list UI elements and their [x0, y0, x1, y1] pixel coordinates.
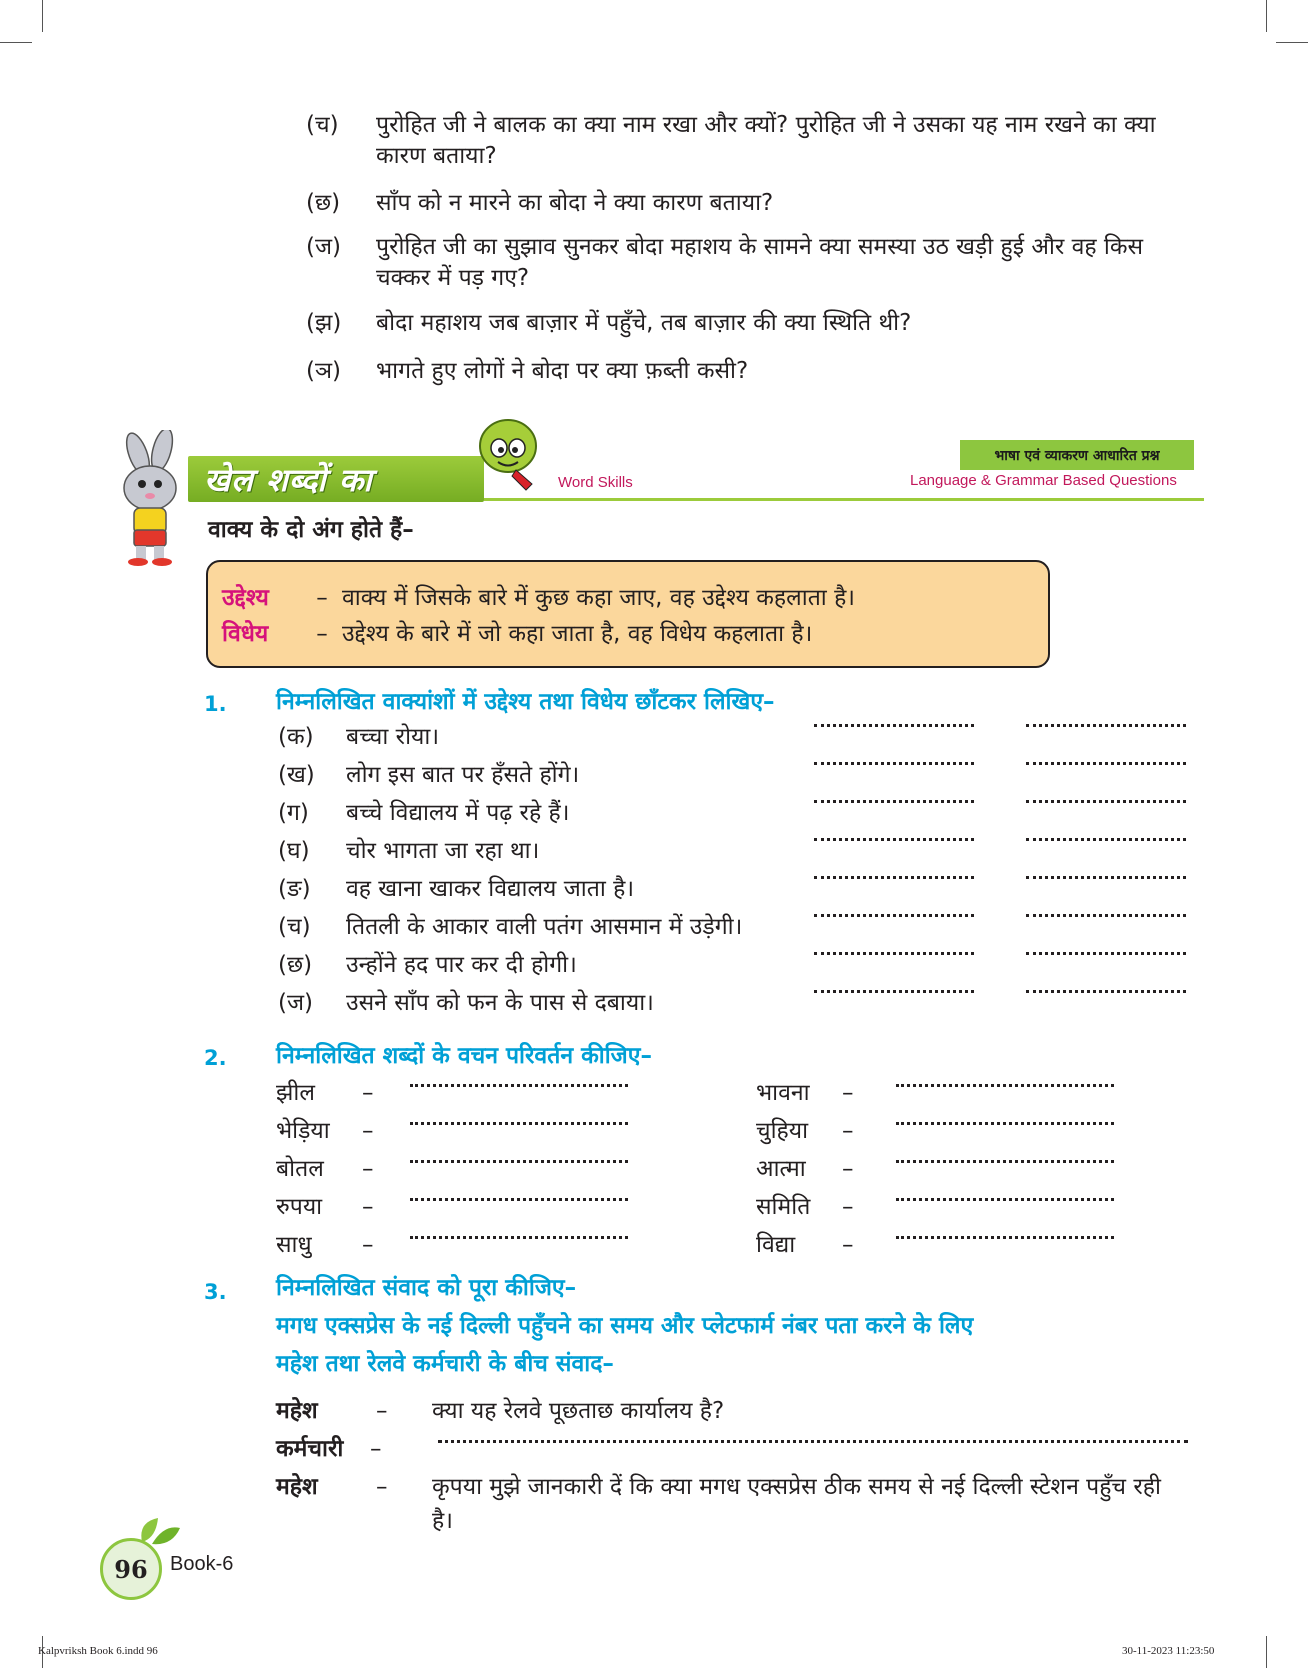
question-text: पुरोहित जी ने बालक का क्या नाम रखा और क्यों? पुरोहित जी ने उसका यह नाम रखने का क्या कारण बताया?: [376, 112, 1156, 169]
answer-blank[interactable]: [410, 1084, 628, 1087]
banner-underline: [484, 498, 1204, 501]
exercise-item: [278, 760, 579, 790]
exercise-text: उन्होंने हद पार कर दी होगी।: [346, 952, 577, 978]
definition-dash: –: [316, 621, 328, 647]
word-label: समिति: [756, 1194, 811, 1220]
section-number: 1.: [204, 692, 227, 716]
word-item: [276, 1154, 392, 1184]
word-dash: –: [842, 1118, 854, 1144]
exercise-text: उसने साँप को फन के पास से दबाया।: [346, 990, 654, 1016]
word-item: [756, 1192, 872, 1222]
word-dash: –: [842, 1232, 854, 1258]
word-label: रुपया: [276, 1194, 323, 1220]
answer-blank[interactable]: [814, 838, 974, 841]
definition-text: उद्देश्य के बारे में जो कहा जाता है, वह विधेय कहलाता है।: [342, 621, 813, 647]
banner-subtitle: Word Skills: [558, 474, 633, 491]
exercise-label: (च): [278, 914, 311, 940]
answer-blank[interactable]: [896, 1198, 1114, 1201]
word-label: आत्मा: [756, 1156, 806, 1182]
answer-blank[interactable]: [1026, 800, 1186, 803]
answer-blank[interactable]: [814, 762, 974, 765]
dialogue-line: [276, 1394, 1172, 1428]
word-label: झील: [276, 1080, 315, 1106]
answer-blank[interactable]: [410, 1236, 628, 1239]
question-text: बोदा महाशय जब बाज़ार में पहुँचे, तब बाज़ार की क्या स्थिति थी?: [376, 310, 912, 336]
word-item: [276, 1116, 392, 1146]
exercise-label: (क): [278, 724, 314, 750]
exercise-text: बच्चा रोया।: [346, 724, 440, 750]
word-dash: –: [842, 1080, 854, 1106]
question-label: (झ): [306, 310, 342, 336]
crop-mark: [1266, 0, 1267, 32]
definition-row: [222, 618, 812, 650]
word-item: [756, 1116, 872, 1146]
word-dash: –: [362, 1194, 374, 1220]
definition-term: विधेय: [222, 621, 269, 647]
answer-blank[interactable]: [1026, 990, 1186, 993]
exercise-text: लोग इस बात पर हँसते होंगे।: [346, 762, 580, 788]
answer-blank[interactable]: [814, 990, 974, 993]
exercise-label: (ज): [278, 990, 314, 1016]
section-title: निम्नलिखित वाक्यांशों में उद्देश्य तथा विधेय छाँटकर लिखिए–: [276, 689, 775, 715]
exercise-text: बच्चे विद्यालय में पढ़ रहे हैं।: [346, 800, 570, 826]
section-banner: [188, 456, 484, 502]
word-label: भेड़िया: [276, 1118, 330, 1144]
section-subtitle: मगध एक्सप्रेस के नई दिल्ली पहुँचने का समय और प्लेटफार्म नंबर पता करने के लिए: [276, 1313, 974, 1339]
exercise-text: वह खाना खाकर विद्यालय जाता है।: [346, 876, 635, 902]
word-item: [276, 1230, 392, 1260]
question-item: [306, 110, 1166, 172]
section-title: निम्नलिखित संवाद को पूरा कीजिए–: [276, 1275, 577, 1301]
question-item: [306, 188, 1166, 219]
exercise-label: (घ): [278, 838, 310, 864]
question-label: (च): [306, 112, 339, 138]
word-dash: –: [842, 1194, 854, 1220]
page-number: 96: [100, 1538, 162, 1600]
crop-mark: [1266, 1636, 1267, 1668]
answer-blank[interactable]: [896, 1084, 1114, 1087]
question-item: [306, 232, 1166, 294]
word-dash: –: [362, 1118, 374, 1144]
word-label: भावना: [756, 1080, 810, 1106]
grammar-badge-english: Language & Grammar Based Questions: [910, 472, 1177, 489]
dialogue-text: कृपया मुझे जानकारी दें कि क्या मगध एक्सप्रेस ठीक समय से नई दिल्ली स्टेशन पहुँच रही है।: [432, 1474, 1161, 1534]
crop-mark: [42, 0, 43, 32]
answer-blank[interactable]: [1026, 838, 1186, 841]
answer-blank[interactable]: [1026, 876, 1186, 879]
dialogue-speaker: महेश: [276, 1398, 318, 1424]
question-item: [306, 356, 1166, 387]
crop-mark: [0, 42, 32, 43]
answer-blank[interactable]: [814, 724, 974, 727]
exercise-item: [278, 912, 742, 942]
exercise-text: तितली के आकार वाली पतंग आसमान में उड़ेगी।: [346, 914, 743, 940]
dialogue-dash: –: [376, 1398, 388, 1424]
answer-blank[interactable]: [814, 800, 974, 803]
word-dash: –: [362, 1080, 374, 1106]
pencil-mascot-icon: [476, 414, 546, 494]
exercise-text: चोर भागता जा रहा था।: [346, 838, 540, 864]
exercise-label: (ग): [278, 800, 309, 826]
answer-blank[interactable]: [814, 914, 974, 917]
exercise-item: [278, 798, 569, 828]
answer-blank[interactable]: [814, 876, 974, 879]
banner-title: खेल शब्दों का: [204, 461, 373, 499]
answer-blank[interactable]: [410, 1160, 628, 1163]
answer-blank[interactable]: [410, 1198, 628, 1201]
crop-mark: [1276, 42, 1308, 43]
dialogue-text: क्या यह रेलवे पूछताछ कार्यालय है?: [432, 1398, 725, 1424]
exercise-label: (ङ): [278, 876, 311, 902]
word-item: [756, 1078, 872, 1108]
answer-blank[interactable]: [1026, 762, 1186, 765]
section-number: 2.: [204, 1046, 227, 1070]
word-item: [756, 1230, 872, 1260]
rabbit-mascot-icon: [104, 430, 200, 566]
word-item: [276, 1078, 392, 1108]
dialogue-speaker: कर्मचारी: [276, 1436, 344, 1462]
word-item: [276, 1192, 392, 1222]
dialogue-dash: –: [370, 1436, 382, 1462]
answer-blank[interactable]: [1026, 914, 1186, 917]
section-number: 3.: [204, 1280, 227, 1304]
word-label: बोतल: [276, 1156, 324, 1182]
exercise-item: [278, 988, 654, 1018]
answer-blank[interactable]: [896, 1236, 1114, 1239]
dialogue-line: [276, 1432, 426, 1466]
answer-blank[interactable]: [410, 1122, 628, 1125]
word-item: [756, 1154, 872, 1184]
word-dash: –: [842, 1156, 854, 1182]
word-label: साधु: [276, 1232, 312, 1258]
word-label: चुहिया: [756, 1118, 809, 1144]
answer-blank[interactable]: [814, 952, 974, 955]
section-title: निम्नलिखित शब्दों के वचन परिवर्तन कीजिए–: [276, 1043, 652, 1069]
answer-blank[interactable]: [1026, 952, 1186, 955]
dialogue-dash: –: [376, 1474, 388, 1500]
exercise-label: (ख): [278, 762, 315, 788]
question-item: [306, 308, 1166, 339]
word-dash: –: [362, 1232, 374, 1258]
timestamp: 30-11-2023 11:23:50: [1122, 1645, 1215, 1657]
grammar-badge: भाषा एवं व्याकरण आधारित प्रश्न: [960, 440, 1194, 470]
definition-box: [206, 560, 1050, 668]
question-text: भागते हुए लोगों ने बोदा पर क्या फ़ब्ती कसी?: [376, 358, 749, 384]
definition-text: वाक्य में जिसके बारे में कुछ कहा जाए, वह उद्देश्य कहलाता है।: [342, 585, 856, 611]
definition-term: उद्देश्य: [222, 585, 269, 611]
question-label: (छ): [306, 190, 341, 216]
intro-text: वाक्य के दो अंग होते हैं–: [208, 517, 414, 543]
definition-row: [222, 582, 855, 614]
book-label: Book-6: [170, 1553, 234, 1575]
word-label: विद्या: [756, 1232, 796, 1258]
question-label: (ञ): [306, 358, 342, 384]
exercise-item: [278, 950, 577, 980]
question-text: पुरोहित जी का सुझाव सुनकर बोदा महाशय के सामने क्या समस्या उठ खड़ी हुई और वह किस चक्कर में पड़ गए?: [376, 234, 1144, 291]
dialogue-speaker: महेश: [276, 1474, 318, 1500]
answer-blank[interactable]: [896, 1160, 1114, 1163]
answer-blank[interactable]: [438, 1440, 1188, 1443]
exercise-label: (छ): [278, 952, 313, 978]
question-text: साँप को न मारने का बोदा ने क्या कारण बताया?: [376, 190, 774, 216]
answer-blank[interactable]: [1026, 724, 1186, 727]
section-subtitle: महेश तथा रेलवे कर्मचारी के बीच संवाद–: [276, 1351, 614, 1377]
exercise-item: [278, 722, 439, 752]
exercise-item: [278, 836, 539, 866]
dialogue-line: [276, 1470, 1172, 1538]
exercise-item: [278, 874, 634, 904]
answer-blank[interactable]: [896, 1122, 1114, 1125]
word-dash: –: [362, 1156, 374, 1182]
file-info: Kalpvriksh Book 6.indd 96: [38, 1645, 158, 1657]
question-label: (ज): [306, 234, 342, 260]
definition-dash: –: [316, 585, 328, 611]
